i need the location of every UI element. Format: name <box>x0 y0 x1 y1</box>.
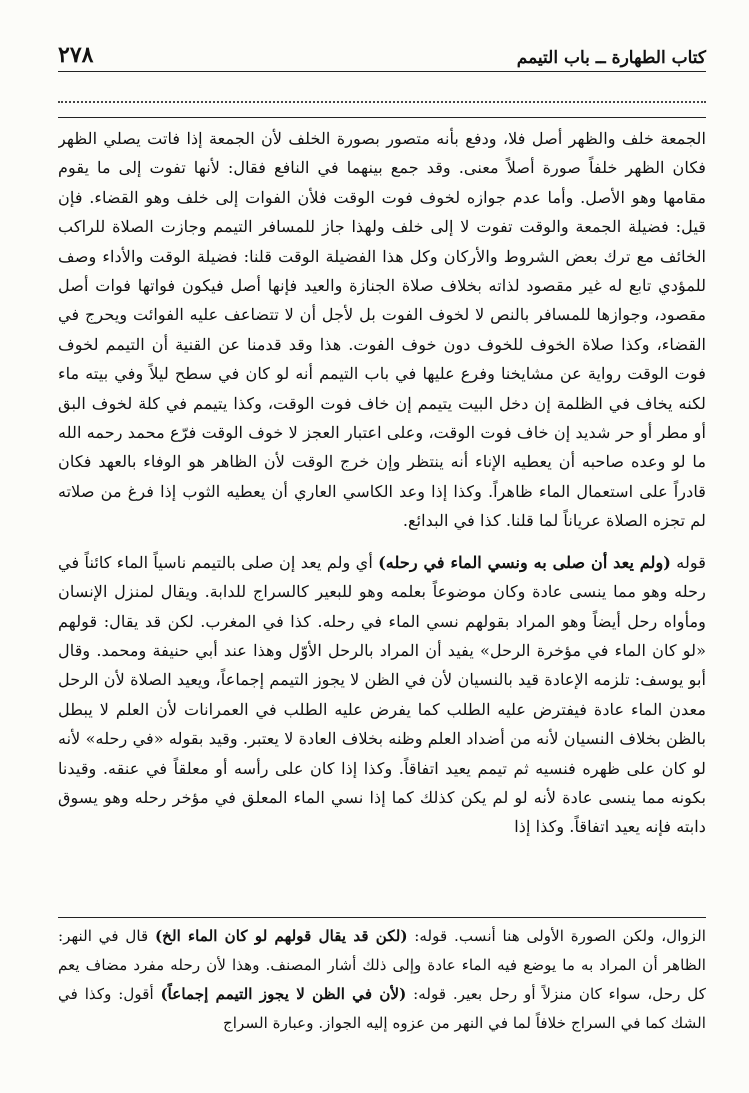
commentary-paragraph: الجمعة خلف والظهر أصل فلا، ودفع بأنه متصور بصورة الخلف لأن الجمعة إذا فاتت يصلي الظهر فكان الظهر خلفاً صورة أصلاً معنى. وقد جمع بينهما في النافع فقال: لأنها تفوت إلى ما يقوم مقامها وهو الأصل. وأما عدم جوازه لخوف فوت الوقت فلأن الفوات إلى خلف وهو القضاء. فإن قيل: فضيلة الجمعة والوقت تفوت لا إلى خلف ولهذا جاز للمسافر التيمم وجازت الصلاة للراكب الخائف مع ترك بعض الشروط والأركان وكل هذا الفضيلة الوقت قلنا: فضيلة الوقت والأداء وصف للمؤدي تابع له غير مقصود لذاته بخلاف صلاة الجنازة والعيد فإنها أصل فيكون فواتها فوات أصل مقصود، وجوازها للمسافر بالنص لا لخوف الفوت بل لأجل أن لا تتضاعف عليه الفوائت ويحرج في القضاء، وكذا صلاة الخوف للخوف دون خوف الفوت. هذا وقد قدمنا عن القنية أن التيمم لخوف فوت الوقت رواية عن مشايخنا وفرع عليها في باب التيمم أنه لو كان في سطح ليلاً وفي بيته ماء لكنه يخاف في الظلمة إن دخل البيت يتيمم إن خاف فوت الوقت، وكذا يتيمم في كلة لخوف البق أو مطر أو حر شديد إن خاف فوت الوقت، وعلى اعتبار العجز لا خوف الوقت فرّع محمد رحمه الله ما لو وعده صاحبه أن يعطيه الإناء أنه ينتظر وإن خرج الوقت لأن الظاهر هو الوفاء بالعهد فكان قادراً على استعمال الماء ظاهراً. وكذا إذا وعد الكاسي العاري أن يعطيه الثوب إذا فرغ من صلاته لم تجزه الصلاة عرياناً لما قلنا. كذا في البدائع. <box>58 129 706 531</box>
page-number: ٢٧٨ <box>58 42 94 68</box>
footnote-text: الزوال، ولكن الصورة الأولى هنا أنسب. قوله: <box>407 927 706 945</box>
main-text <box>58 124 706 914</box>
footnote-quote: (لكن قد يقال قولهم لو كان الماء الخ) <box>155 927 408 945</box>
paragraph-intro: قوله <box>670 552 706 572</box>
footnote-text: أقول: وكذا في الشك كما في السراج خلافاً لما في النهر من عزوه إليه الجواز. وعبارة السراج <box>58 985 706 1032</box>
footnote-separator <box>58 917 706 918</box>
footnote-quote: (لأن في الظن لا يجوز التيمم إجماعاً) <box>160 985 407 1003</box>
footnotes <box>58 922 706 1082</box>
quoted-matn: (ولم يعد أن صلى به ونسي الماء في رحله) <box>378 552 671 572</box>
main-text-rule <box>58 117 706 118</box>
page-header <box>58 40 706 68</box>
footnote-text: قال في النهر: الظاهر أن المراد به ما يوضع فيه الماء عادة وإلى ذلك أشار المصنف. وهذا لأن رحله مفرد مضاف يعم كل رحل، سواء كان منزلاً أو رحل بعير. قوله: <box>58 927 706 1003</box>
commentary-paragraph <box>58 548 706 842</box>
dotted-separator <box>58 85 706 103</box>
header-rule <box>58 71 706 72</box>
footnote <box>58 922 706 1038</box>
paragraph-text: أي ولم يعد إن صلى بالتيمم ناسياً الماء كائناً في رحله وهو مما ينسى عادة وكان موضوعاً بعلمه وهو للبعير كالسراج للدابة. ويقال لمنزل الإنسان ومأواه رحل أيضاً وهو المراد بقولهم نسي الماء في رحله. كذا في المغرب. لكن قد يقال: قولهم «لو كان الماء في مؤخرة الرحل» يفيد أن المراد بالرحل الأوّل وهذا عند أبي حنيفة ومحمد. وقال أبو يوسف: تلزمه الإعادة قيد بالنسيان لأن في الظن لا يجوز التيمم إجماعاً، ويعيد الصلاة لأن الرحل معدن الماء عادة فيفترض عليه الطلب كما يفرض عليه الطلب في العمرانات لأن العلم لا يبطل بالظن بخلاف النسيان لأنه من أضداد العلم وظنه بخلاف العادة لا يعتبر. وقيد بقوله «في رحله» لأنه لو كان على ظهره فنسيه ثم تيمم يعيد اتفاقاً. وكذا إذا كان على رأسه أو معلقاً في عنقه. وقيدنا بكونه مما ينسى عادة لأنه لو لم يكن كذلك كما إذا نسي الماء المعلق في مؤخر رحله وهو يسوق دابته فإنه يعيد اتفاقاً. وكذا إذا <box>58 552 706 837</box>
running-head: كتاب الطهارة ــ باب التيمم <box>516 48 706 68</box>
